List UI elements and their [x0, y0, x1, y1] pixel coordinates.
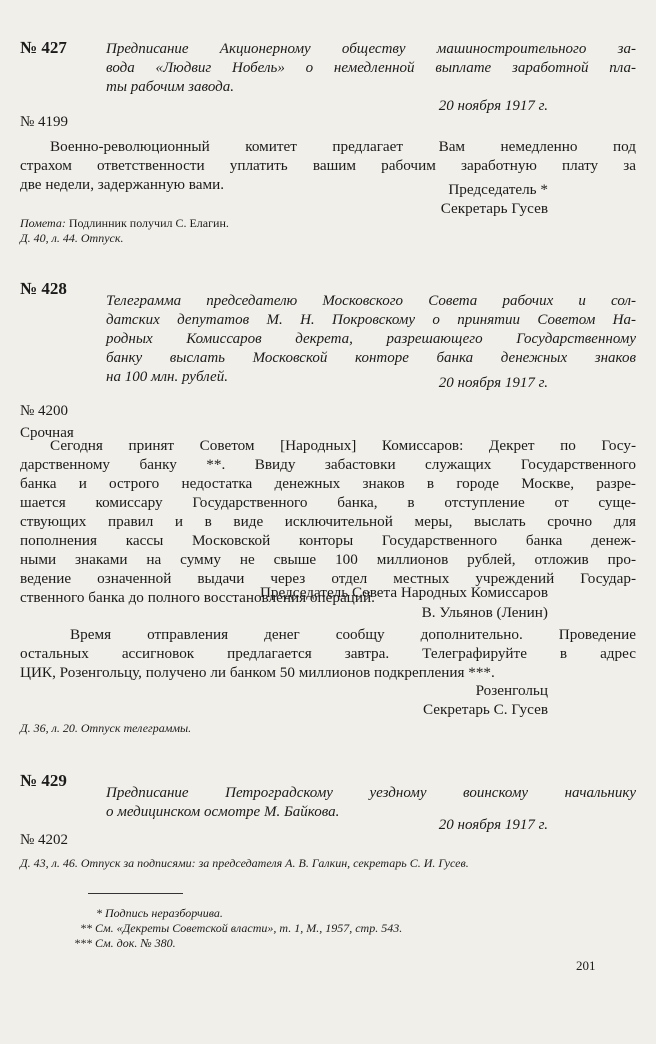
doc-428-reg-number: № 4200	[20, 403, 69, 419]
doc-428-body-2	[20, 625, 636, 682]
footnote-item: *** См. док. № 380.	[74, 936, 176, 950]
doc-428-signature-secretary: Секретарь С. Гусев	[422, 701, 548, 718]
doc-428-urgent-label: Срочная	[20, 425, 74, 441]
doc-427-body-line: страхом ответственности уплатить вашим рабочим заработную плату за	[20, 157, 636, 174]
doc-427-note-text: Подлинник получил С. Елагин.	[65, 216, 229, 230]
doc-428-body2-line: Время отправления денег сообщу дополнительно. Проведение	[70, 626, 636, 643]
doc-428-title-line: на 100 млн. рублей.	[106, 369, 228, 385]
doc-427-note	[20, 216, 229, 231]
doc-428-title	[106, 292, 636, 387]
doc-429-date: 20 ноября 1917 г.	[438, 817, 548, 833]
doc-428-archive-ref: Д. 36, л. 20. Отпуск телеграммы.	[20, 721, 192, 735]
doc-429-title-line: о медицинском осмотре М. Байкова.	[106, 804, 340, 820]
doc-428-body-line: дарственному банку **. Ввиду забастовки служащих Государственного	[20, 456, 636, 473]
doc-427-note-label: Помета:	[20, 216, 66, 230]
doc-428-body-line: шается комиссару Государственного банка, в отступление от суще-	[20, 494, 636, 511]
doc-427-reg-number: № 4199	[20, 114, 69, 130]
doc-427-body-line: две недели, задержанную вами.	[20, 176, 225, 193]
doc-427-number: № 427	[20, 38, 67, 57]
doc-427-archive-ref: Д. 40, л. 44. Отпуск.	[20, 231, 124, 245]
doc-428-body2-line: ЦИК, Розенгольцу, получено ли банком 50 миллионов подкрепления ***.	[20, 664, 495, 681]
footnote-item: * Подпись неразборчива.	[96, 906, 223, 920]
footnote-item: ** См. «Декреты Советской власти», т. 1, М., 1957, стр. 543.	[80, 921, 403, 935]
doc-428-body-line: ведение означенной выдачи через отдел местных учреждений Государ-	[20, 570, 636, 587]
doc-428-title-line: банку выслать Московской конторе банка денежных знаков	[106, 350, 636, 366]
page-number: 201	[576, 958, 596, 973]
doc-428-body-line: банка и острого недостатка денежных знаков в городе Москве, разре-	[20, 475, 636, 492]
doc-429-number: № 429	[20, 771, 67, 790]
doc-428-number: № 428	[20, 279, 67, 298]
doc-427-title	[106, 40, 636, 97]
doc-428-body-line: пополнения кассы Московской конторы Государственного банка денеж-	[20, 532, 636, 549]
doc-428-date: 20 ноября 1917 г.	[438, 375, 548, 391]
doc-429-archive-ref: Д. 43, л. 46. Отпуск за подписями: за председателя А. В. Галкин, секретарь С. И. Гусев.	[20, 856, 469, 870]
doc-428-title-line: датских депутатов М. Н. Покровскому о принятии Советом На-	[106, 312, 636, 328]
doc-428-title-line: родных Комиссаров декрета, разрешающего Государственному	[106, 331, 636, 347]
doc-427-signature-chairman: Председатель *	[448, 181, 548, 198]
doc-428-body	[20, 436, 636, 607]
footnotes	[74, 906, 610, 951]
doc-428-body-line: Сегодня принят Советом [Народных] Комиссаров: Декрет по Госу-	[50, 437, 636, 454]
doc-427-title-line: ты рабочим завода.	[106, 79, 234, 95]
doc-428-body-line: ственного банка до полного восстановления операций.	[20, 589, 375, 606]
doc-428-signature-rosengolts: Розенгольц	[475, 682, 548, 699]
doc-428-signature-lenin: В. Ульянов (Ленин)	[421, 604, 548, 621]
doc-428-body-line: ствующих правил и в виде исключительной меры, выслать срочно для	[20, 513, 636, 530]
doc-427-signature-secretary: Секретарь Гусев	[440, 200, 548, 217]
doc-429-reg-number: № 4202	[20, 832, 69, 848]
doc-428-body2-line: остальных ассигновок предлагается завтра. Телеграфируйте в адрес	[20, 645, 636, 662]
doc-427-title-line: вода «Людвиг Нобель» о немедленной выплате заработной пла-	[106, 60, 636, 76]
doc-427-title-line: Предписание Акционерному обществу машиностроительного за-	[106, 41, 636, 57]
doc-427-body-line: Военно-революционный комитет предлагает Вам немедленно под	[50, 138, 636, 155]
doc-429-title-line: Предписание Петроградскому уездному воинскому начальнику	[106, 785, 636, 801]
doc-428-body-line: ными знаками на сумму не свыше 100 миллионов рублей, отложив про-	[20, 551, 636, 568]
doc-428-title-line: Телеграмма председателю Московского Совета рабочих и сол-	[106, 293, 636, 309]
doc-427-date: 20 ноября 1917 г.	[438, 98, 548, 114]
doc-428-signature-chairman: Председатель Совета Народных Комиссаров	[259, 584, 548, 601]
footnote-divider	[88, 893, 183, 894]
